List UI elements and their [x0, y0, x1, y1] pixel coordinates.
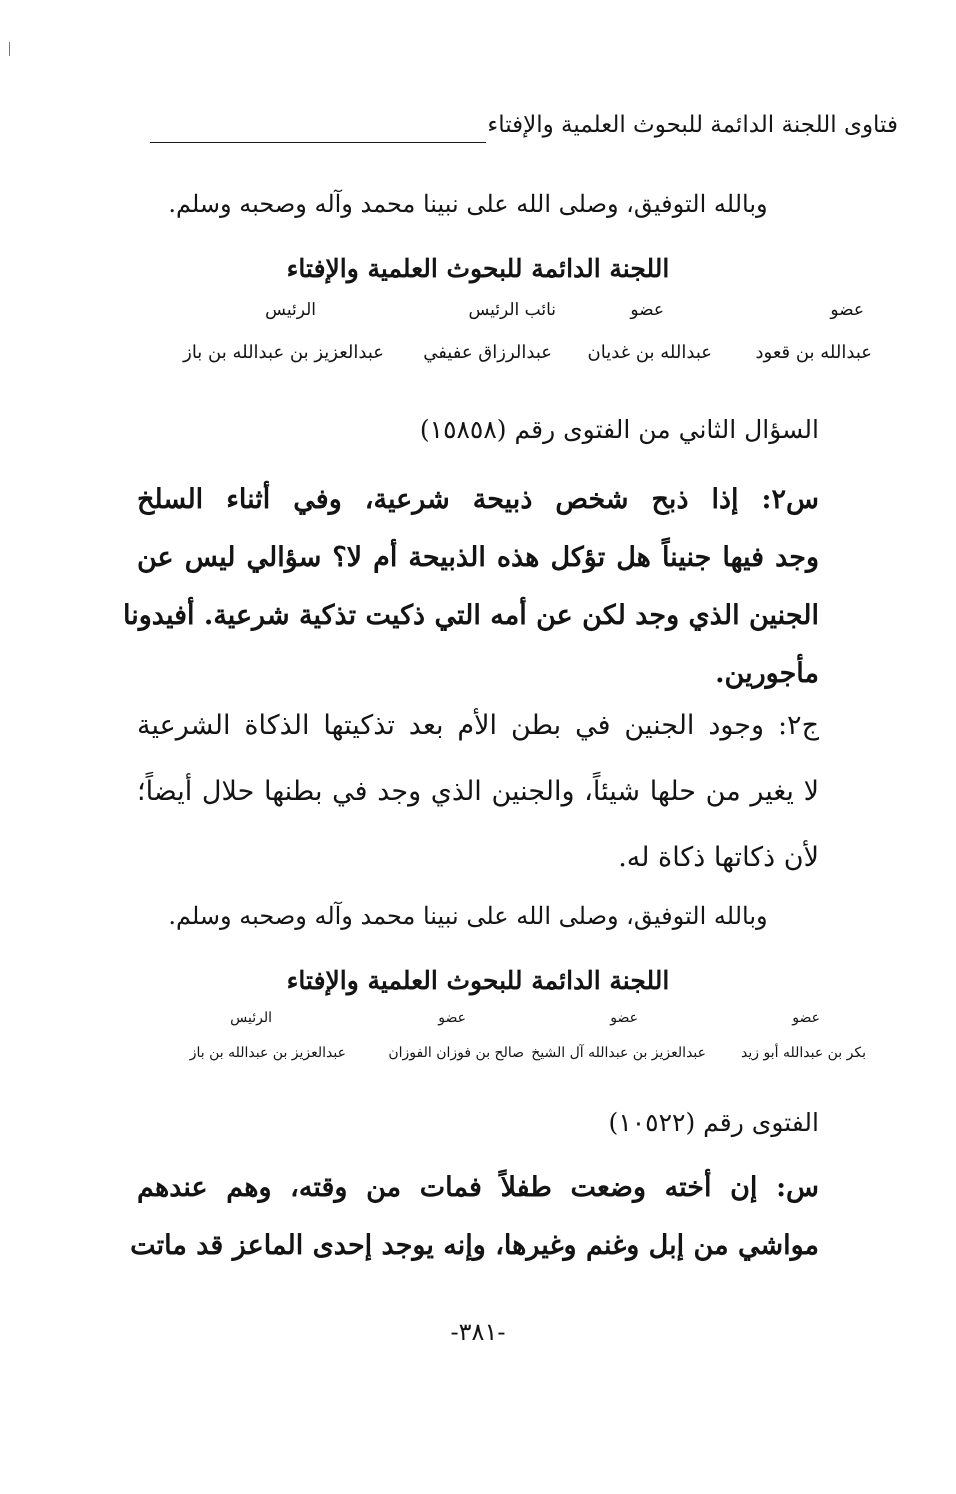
header-rule	[150, 142, 486, 143]
signatory-role: الرئيس	[230, 1010, 272, 1026]
signatory-name: عبدالله بن قعود	[755, 342, 872, 363]
answer-line: ج٢: وجود الجنين في بطن الأم بعد تذكيتها الذكاة الشرعية	[137, 710, 819, 741]
signatory-role: عضو	[630, 300, 664, 320]
fatwa-heading: الفتوى رقم (١٠٥٢٢)	[608, 1108, 819, 1137]
running-header: فتاوى اللجنة الدائمة للبحوث العلمية والإفتاء	[487, 112, 898, 138]
committee-title: اللجنة الدائمة للبحوث العلمية والإفتاء	[286, 254, 670, 283]
signatory-name: بكر بن عبدالله أبو زيد	[741, 1045, 866, 1061]
question-line: وجد فيها جنيناً هل تؤكل هذه الذبيحة أم لا؟ سؤالي ليس عن	[137, 542, 819, 573]
signatory-role: نائب الرئيس	[468, 300, 556, 320]
signatory-name: عبدالرزاق عفيفي	[423, 342, 552, 363]
signatory-role: عضو	[610, 1010, 638, 1026]
answer-line: لأن ذكاتها ذكاة له.	[618, 842, 819, 873]
question-line: مأجورين.	[715, 658, 819, 689]
signatory-name: عبدالعزيز بن عبدالله بن باز	[189, 1045, 346, 1061]
question-line: س: إن أخته وضعت طفلاً فمات من وقته، وهم عندهم	[137, 1172, 819, 1203]
question-text	[130, 1172, 819, 1288]
committee-title: اللجنة الدائمة للبحوث العلمية والإفتاء	[286, 966, 670, 995]
question-heading: السؤال الثاني من الفتوى رقم (١٥٨٥٨)	[419, 415, 819, 444]
closing-formula: وبالله التوفيق، وصلى الله على نبينا محمد وآله وصحبه وسلم.	[168, 902, 768, 930]
margin-mark	[9, 42, 10, 56]
answer-text	[137, 710, 819, 908]
closing-formula: وبالله التوفيق، وصلى الله على نبينا محمد وآله وصحبه وسلم.	[168, 190, 768, 218]
page-number: -٣٨١-	[450, 1318, 506, 1346]
signatory-role: الرئيس	[265, 300, 316, 320]
question-line: مواشي من إبل وغنم وغيرها، وإنه يوجد إحدى الماعز قد ماتت	[130, 1230, 819, 1261]
signatory-role: عضو	[792, 1010, 820, 1026]
signatory-role: عضو	[830, 300, 864, 320]
question-text	[123, 484, 819, 716]
question-line: س٢: إذا ذبح شخص ذبيحة شرعية، وفي أثناء السلخ	[137, 484, 819, 515]
question-line: الجنين الذي وجد لكن عن أمه التي ذكيت تذكية شرعية. أفيدونا	[123, 600, 819, 631]
signatory-name: عبدالله بن غديان	[587, 342, 712, 363]
signatory-name: عبدالعزيز بن عبدالله آل الشيخ	[531, 1045, 706, 1061]
answer-line: لا يغير من حلها شيئاً، والجنين الذي وجد في بطنها حلال أيضاً؛	[137, 776, 819, 807]
signatory-name: صالح بن فوزان الفوزان	[388, 1045, 524, 1061]
signatory-name: عبدالعزيز بن عبدالله بن باز	[183, 342, 384, 363]
signatory-role: عضو	[438, 1010, 466, 1026]
